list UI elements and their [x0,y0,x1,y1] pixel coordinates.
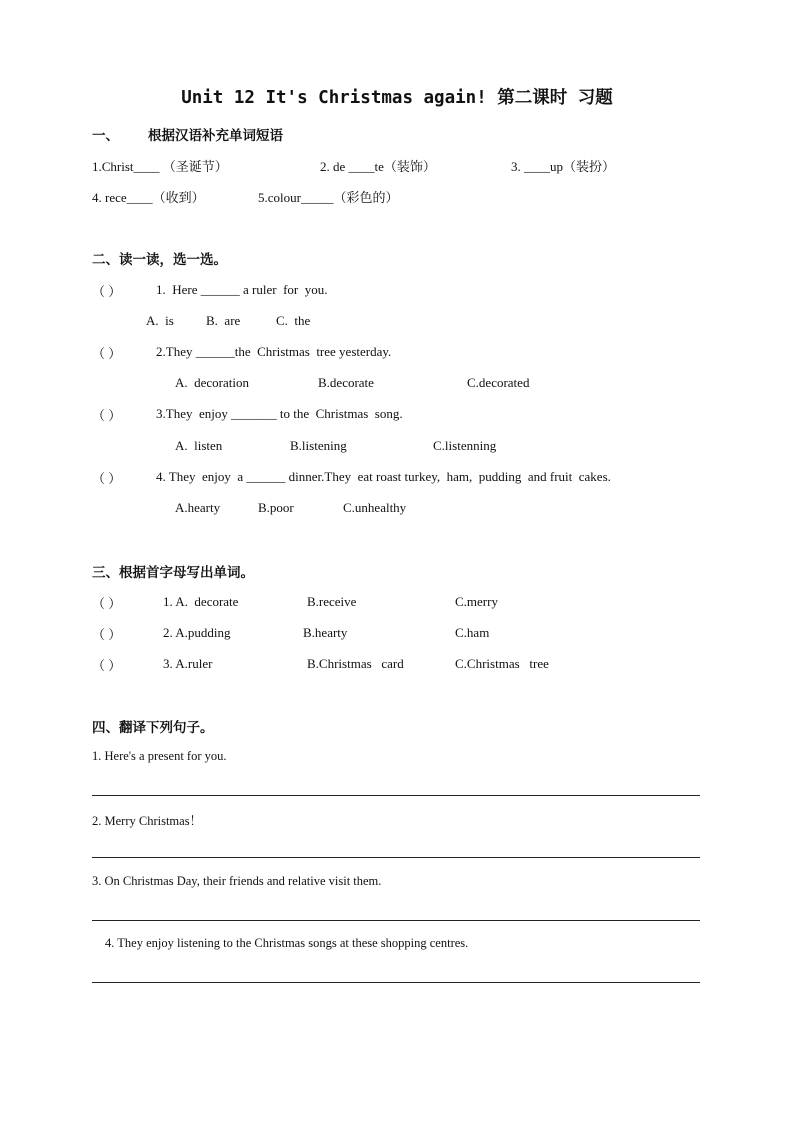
answer-line-2[interactable] [92,857,700,858]
question-3-option-b: B.listening [290,438,347,453]
fill-item-3: 3. ____up（装扮） [511,159,616,174]
answer-bracket: （ ） [92,471,122,486]
answer-line-4[interactable] [92,982,700,983]
row-3-option-c: C.Christmas tree [455,656,549,671]
sentence-2: 2. Merry Christmas！ [92,814,203,828]
question-1-option-b: B. are [206,313,241,328]
row-2-option-b: B.hearty [303,625,348,640]
row-2-option-a: 2. A.pudding [163,625,231,640]
question-2-option-b: B.decorate [318,375,374,390]
row-1-option-c: C.merry [455,594,498,609]
answer-bracket: （ ） [92,596,122,611]
question-2-text: 2.They ______the Christmas tree yesterday. [156,344,392,359]
question-3-option-c: C.listenning [433,438,497,453]
question-3-option-a: A. listen [175,438,223,453]
fill-item-1: 1.Christ____ （圣诞节） [92,159,228,174]
question-2-option-c: C.decorated [467,375,530,390]
page-title: Unit 12 It's Christmas again! 第二课时 习题 [181,88,613,108]
answer-line-3[interactable] [92,920,700,921]
question-1-text: 1. Here ______ a ruler for you. [156,282,328,297]
section-2-heading: 二、读一读，选一选。 [92,252,227,268]
question-2-option-a: A. decoration [175,375,250,390]
section-1-number: 一、 [92,128,119,144]
answer-bracket: （ ） [92,627,122,642]
sentence-1: 1. Here's a present for you. [92,749,227,763]
row-2-option-c: C.ham [455,625,490,640]
question-1-option-a: A. is [146,313,174,328]
row-1-option-a: 1. A. decorate [163,594,239,609]
question-4-option-a: A.hearty [175,500,221,515]
question-3-text: 3.They enjoy _______ to the Christmas song. [156,406,403,421]
answer-bracket: （ ） [92,408,122,423]
answer-bracket: （ ） [92,284,122,299]
question-4-option-c: C.unhealthy [343,500,407,515]
row-1-option-b: B.receive [307,594,357,609]
row-3-option-a: 3. A.ruler [163,656,213,671]
fill-item-5: 5.colour_____（彩色的） [258,190,399,205]
row-3-option-b: B.Christmas card [307,656,404,671]
answer-bracket: （ ） [92,346,122,361]
question-4-option-b: B.poor [258,500,294,515]
section-4-heading: 四、翻译下列句子。 [92,720,214,736]
question-4-text: 4. They enjoy a ______ dinner.They eat roast turkey, ham, pudding and fruit cakes. [156,469,611,484]
section-1-title: 根据汉语补充单词短语 [148,128,283,144]
fill-item-2: 2. de ____te（装饰） [320,159,436,174]
section-1-heading [92,124,283,144]
sentence-4: 4. They enjoy listening to the Christmas songs at these shopping centres. [105,936,469,950]
answer-line-1[interactable] [92,795,700,796]
section-3-heading: 三、根据首字母写出单词。 [92,565,254,581]
sentence-3: 3. On Christmas Day, their friends and relative visit them. [92,874,382,888]
answer-bracket: （ ） [92,658,122,673]
fill-item-4: 4. rece____（收到） [92,190,205,205]
question-1-option-c: C. the [276,313,311,328]
